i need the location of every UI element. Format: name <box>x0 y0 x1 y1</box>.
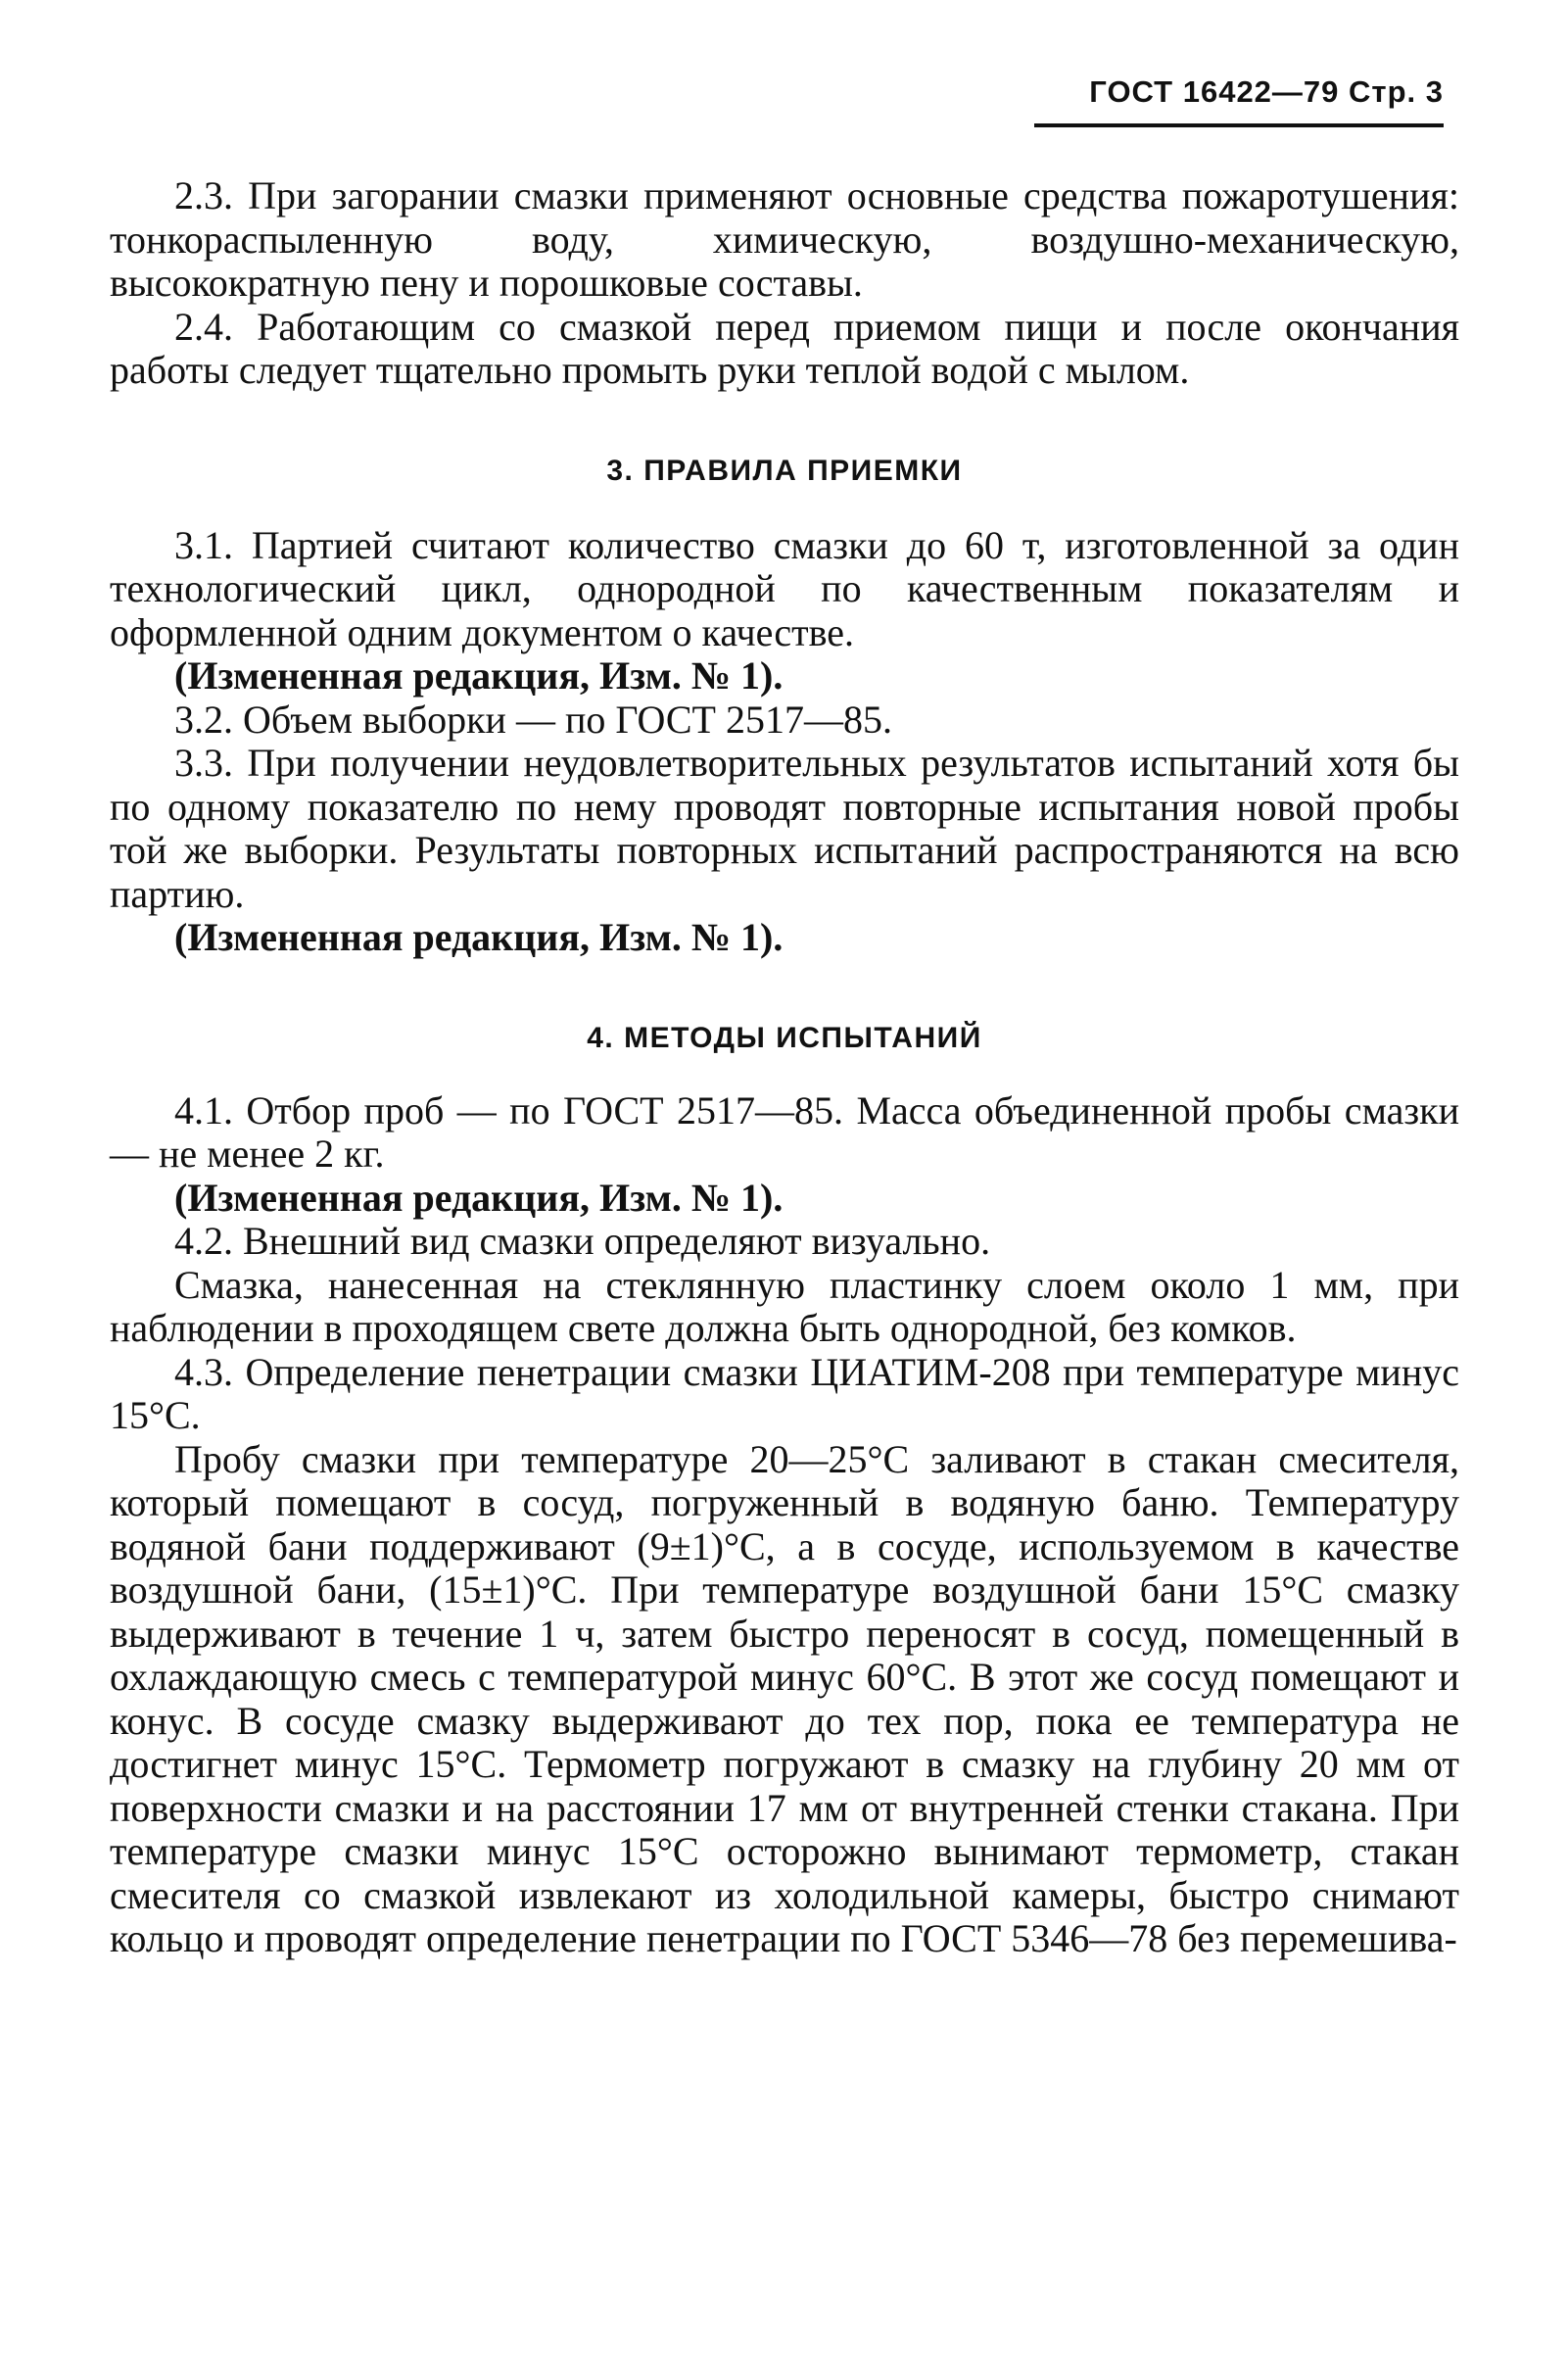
edit-note: (Измененная редакция, Изм. № 1). <box>174 653 784 698</box>
section-heading-4: 4. МЕТОДЫ ИСПЫТАНИЙ <box>587 1021 982 1054</box>
paragraph-3-2: 3.2. Объем выборки — по ГОСТ 2517—85. <box>174 697 892 742</box>
edit-note: (Измененная редакция, Изм. № 1). <box>174 1175 784 1220</box>
paragraph-4-1: 4.1. Отбор проб — по ГОСТ 2517—85. Масса объединенной пробы смазки — не менее 2 кг. <box>110 1087 1459 1176</box>
document-body <box>110 174 1459 1961</box>
paragraph-4-2-detail: Смазка, нанесенная на стеклянную пластинку слоем около 1 мм, при наблюдении в проходящем свете должна быть однородной, без комков. <box>110 1262 1459 1350</box>
paragraph-4-3-procedure: Пробу смазки при температуре 20—25°С заливают в стакан смесителя, который помещают в сосуд, погруженный в водяную баню. Температуру водяной бани поддерживают (9±1)°С, а в сосуде, используемом в качестве воздушной бани, (15±1)°С. При температуре воздушной бани 15°С смазку выдерживают в течение 1 ч, затем быстро переносят в сосуд, помещенный в охлаждающую смесь с температурой минус 60°С. В этот же сосуд помещают и конус. В сосуде смазку выдерживают до тех пор, пока ее температура не достигнет минус 15°С. Термометр погружают в смазку на глубину 20 мм от поверхности смазки и на расстоянии 17 мм от внутренней стенки стакана. При температуре смазки минус 15°С осторожно вынимают термометр, стакан смесителя со смазкой извлекают из холодильной камеры, быстро снимают кольцо и проводят определение пенетрации по ГОСТ 5346—78 без перемешива- <box>110 1436 1459 1960</box>
paragraph-3-1: 3.1. Партией считают количество смазки до 60 т, изготовленной за один технологический цикл, однородной по качественным показателям и оформленной одним документом о качестве. <box>110 522 1459 654</box>
section-heading-3: 3. ПРАВИЛА ПРИЕМКИ <box>606 454 963 487</box>
paragraph-4-2: 4.2. Внешний вид смазки определяют визуально. <box>174 1219 991 1263</box>
paragraph-2-4: 2.4. Работающим со смазкой перед приемом пищи и после окончания работы следует тщательно промыть руки теплой водой с мылом. <box>110 304 1459 392</box>
edit-note: (Измененная редакция, Изм. № 1). <box>174 915 784 959</box>
paragraph-4-3: 4.3. Определение пенетрации смазки ЦИАТИМ-208 при температуре минус 15°С. <box>110 1349 1459 1437</box>
paragraph-2-3: 2.3. При загорании смазки применяют основные средства пожаротушения: тонкораспыленную воду, химическую, воздушно-механическую, высокократную пену и порошковые составы. <box>110 173 1459 305</box>
paragraph-3-3: 3.3. При получении неудовлетворительных результатов испытаний хотя бы по одному показателю по нему проводят повторные испытания новой пробы той же выборки. Результаты повторных испытаний распространяются на всю партию. <box>110 741 1459 916</box>
page-header: ГОСТ 16422—79 Стр. 3 <box>1034 74 1444 127</box>
